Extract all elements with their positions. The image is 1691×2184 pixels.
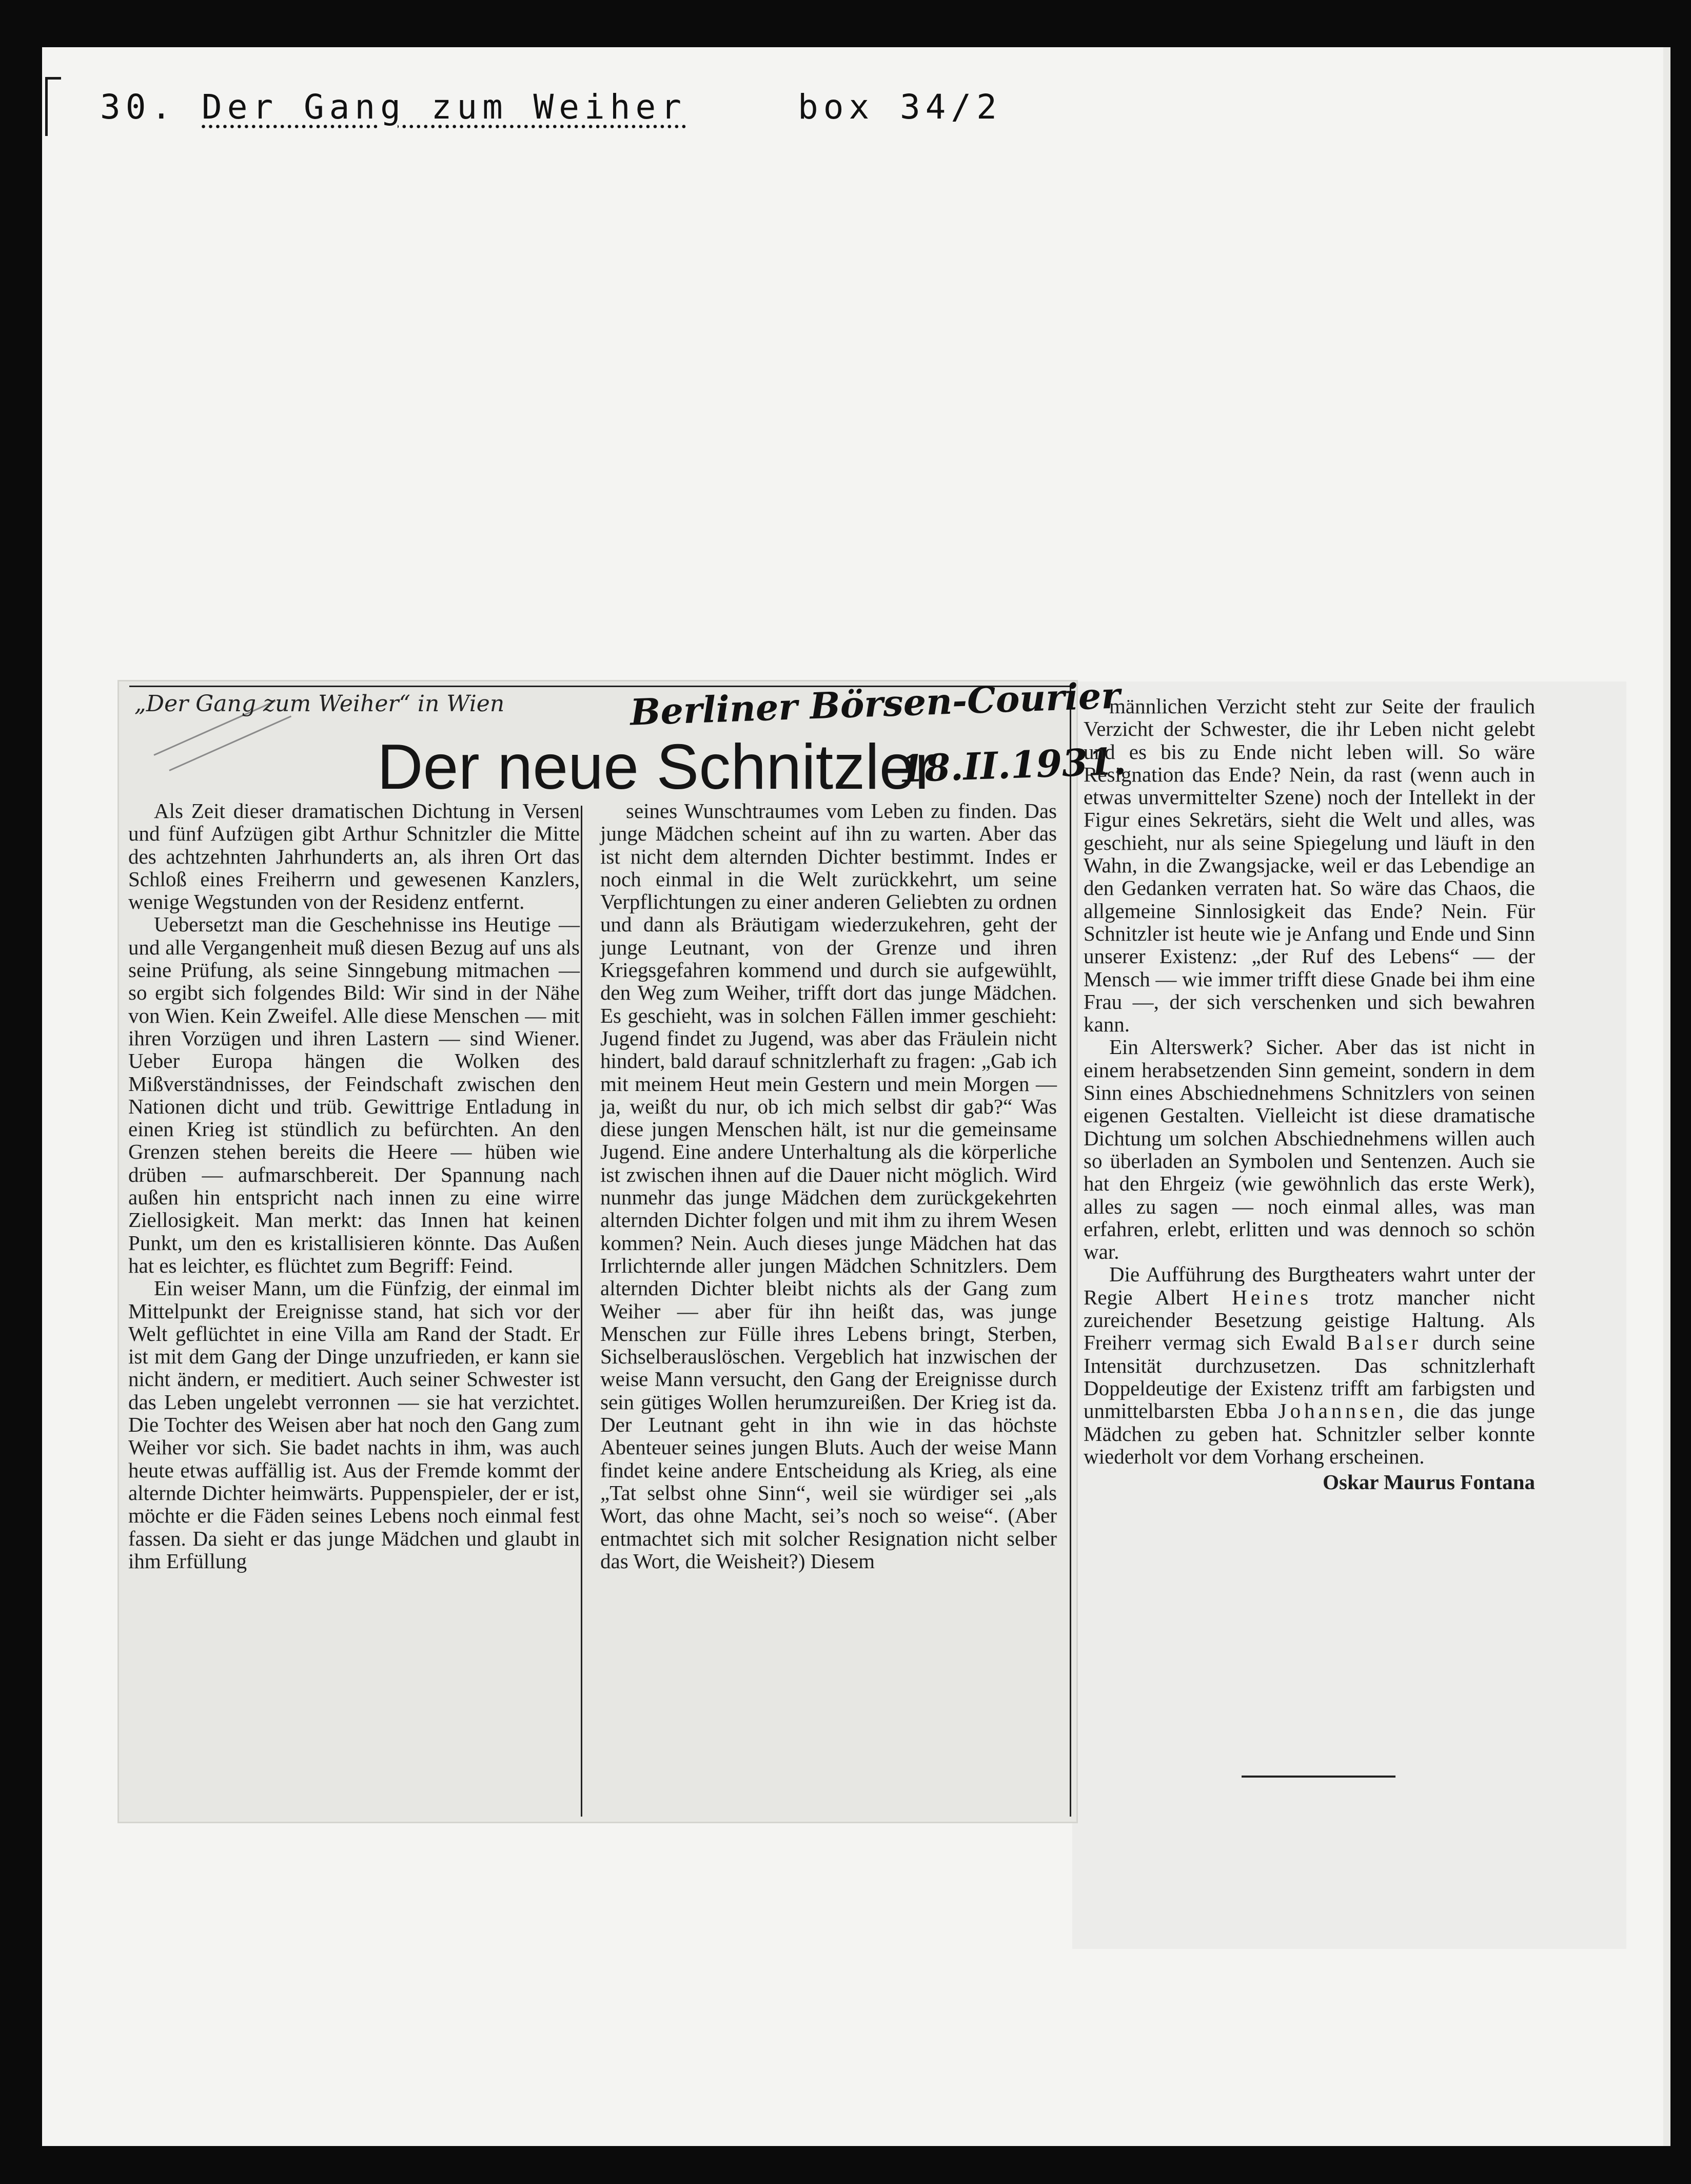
text-run: trotz mancher nicht zureichender Besetzung geistige Haltung. Als Freiherr vermag sich Ewald [1084, 1285, 1535, 1355]
handwritten-source: Berliner Börsen-Courier [629, 674, 1121, 734]
paragraph: männlichen Verzicht steht zur Seite der fraulich Verzicht der Schwester, die ihr Leben nicht gelebt und es bis zu Ende nicht leben will. So wäre Resignation das Ende? Nein, da rast (wenn auch in etwas unvermittelter Szene) noch der Intellekt in der Figur eines Sekretärs, sieht die Welt und alles, was geschieht, nur als seine Spiegelung und läuft in den Wahn, in die Zwangsjacke, weil er das Lebendige an den Gedanken verraten hat. So wäre das Chaos, die allgemeine Sinnlosigkeit das Ende? Nein. Für Schnitzler ist heute wie je Anfang und Ende und Sinn unserer Existenz: „der Ruf des Lebens“ — der Mensch — wie immer trifft diese Gnade bei ihm eine Frau —, der sich verschenken und sich bewahren kann. [1084, 694, 1535, 1037]
headline: Der neue Schnitzler [377, 732, 936, 803]
article-column-3 [1084, 695, 1535, 1493]
column-rule-2 [1070, 688, 1071, 1817]
actor-name: Balser [1346, 1331, 1422, 1355]
column-rule-1 [581, 806, 582, 1817]
paragraph: Ein weiser Mann, um die Fünfzig, der einmal im Mittelpunkt der Ereignisse stand, hat sich vor der Welt geflüchtet in eine Villa am Rand der Stadt. Er ist mit dem Gang der Dinge unzufrieden, er kann sie nicht ändern, er meditiert. Auch seiner Schwester ist das Leben ungelebt verronnen — sie hat verzichtet. Die Tochter des Weisen aber hat noch den Gang zum Weiher vor sich. Sie badet nachts in ihm, was auch heute etwas auffällig ist. Aus der Fremde kommt der alternde Dichter heimwärts. Puppenspieler, der er ist, möchte er die Fäden seines Lebens noch einmal fest fassen. Da sieht er das junge Mädchen und glaubt in ihm Erfüllung [128, 1276, 580, 1573]
signature-rule [1242, 1776, 1395, 1778]
paragraph: seines Wunschtraumes vom Leben zu finden. Das junge Mädchen scheint auf ihn zu warten. Aber das ist nicht dem alternden Dichter bestimmt. Indes er noch einmal in die Welt zurückkehrt, um seine Verpflichtungen zu einer anderen Geliebten zu ordnen und dann als Bräutigam wiederzukehren, geht der junge Leutnant, von der Grenze und ihren Kriegsgefahren kommend und durch sie aufgewühlt, den Weg zum Weiher, trifft dort das junge Mädchen. Es geschieht, was in solchen Fällen immer geschieht: Jugend findet zu Jugend, was aber das Fräulein nicht hindert, bald darauf schnitzlerhaft zu fragen: „Gab ich mit meinem Heut mein Gestern und mein Morgen — ja, weißt du nur, ob ich mich selbst dir gab?“ Was diese jungen Menschen hält, ist nur die gemeinsame Jugend. Eine andere Unterhaltung als die körperliche ist zwischen ihnen auf die Dauer nicht möglich. Wird nunmehr das junge Mädchen dem zurückgekehrten alternden Dichter folgen und mit ihm zu ihrem Wesen kommen? Nein. Auch dieses junge Mädchen hat das Irrlichternde aller jungen Mädchen Schnitzlers. Dem alternden Dichter bleibt nichts als der Gang zum Weiher — aber für ihn heißt das, was junge Menschen zur Fülle ihres Lebens bringt, Sterben, Sichselberauslöschen. Vergeblich hat inzwischen der weise Mann versucht, den Gang der Ereignisse durch sein gütiges Wollen herumzureißen. Der Krieg ist da. Der Leutnant geht in ihn wie in das höchste Abenteuer seines jungen Bluts. Auch der weise Mann findet keine andere Entscheidung als Krieg, als eine „Tat selbst ohne Sinn“, weil sie würdiger sei „als Wort, das ohne Macht, sei’s noch so weise“. (Aber entmachtet sich mit solcher Resignation nicht selber das Wort, die Weisheit?) Diesem [600, 799, 1057, 1573]
folder-title: Der Gang zum Weiher [202, 87, 686, 127]
actor-name: Johannsen [1278, 1399, 1399, 1423]
handwritten-date: 18.II.1931. [898, 739, 1127, 791]
author-signature: Oskar Maurus Fontana [1323, 1470, 1535, 1494]
paragraph: Uebersetzt man die Geschehnisse ins Heutige — und alle Vergangenheit muß diesen Bezug auf uns als seine Prüfung, als seine Sinngebung mitmachen — so ergibt sich folgendes Bild: Wir sind in der Nähe von Wien. Kein Zweifel. Alle diese Menschen — mit ihren Vorzügen und ihren Lastern — sind Wiener. Ueber Europa hängen die Wolken des Mißverständnisses, der Feindschaft zwischen den Nationen dicht und trüb. Gewittrige Entladung in einen Krieg ist stündlich zu befürchten. An den Grenzen stehen bereits die Heere — hüben wie drüben — aufmarschbereit. Der Spannung nach außen hin entspricht nach innen zu eine wirre Ziellosigkeit. Man merkt: das Innen hat keinen Punkt, um den es kristallisieren könnte. Das Außen hat es leichter, es flüchtet zum Begriff: Feind. [128, 912, 580, 1277]
paragraph: Als Zeit dieser dramatischen Dichtung in Versen und fünf Aufzügen gibt Arthur Schnitzler die Mitte des achtzehnten Jahrhunderts an, als ihren Ort das Schloß eines Freiherrn und gewesenen Kanzlers, wenige Wegstunden von der Residenz entfernt. [128, 799, 580, 914]
article-column-2 [600, 800, 1057, 1572]
text-run: Die Aufführung des Burgtheaters wahrt unter der Regie Albert [1084, 1262, 1535, 1309]
actor-name: Heines [1232, 1285, 1312, 1309]
article-column-1 [128, 800, 580, 1572]
text-run: , die das junge Mädchen zu geben hat. Schnitzler selber konnte wiederholt vor dem Vorhang erscheinen. [1084, 1399, 1535, 1468]
folder-number: 30. [100, 87, 177, 127]
box-label: box 34/2 [798, 87, 1002, 127]
corner-bracket-mark [45, 77, 61, 136]
text-run: durch seine Intensität durchzusetzen. Das schnitzlerhaft Doppeldeutige der Existenz trifft am farbigsten und unmittelbarsten Ebba [1084, 1331, 1535, 1423]
kicker-line: „Der Gang zum Weiher“ in Wien [134, 691, 505, 717]
paragraph: Ein Alterswerk? Sicher. Aber das ist nicht in einem herabsetzenden Sinn gemeint, sondern in dem Sinn eines Abschiednehmens Schnitzlers von seinen eigenen Gestalten. Vielleicht ist diese dramatische Dichtung um solchen Abschiednehmens willen auch so überladen an Symbolen und Sentenzen. Auch sie hat den Ehrgeiz (wie gewöhnlich das erste Werk), alles zu sagen — noch einmal alles, was man erfahren, erlebt, erlitten und was dennoch so schön war. [1084, 1035, 1535, 1264]
paragraph [1084, 1263, 1535, 1468]
